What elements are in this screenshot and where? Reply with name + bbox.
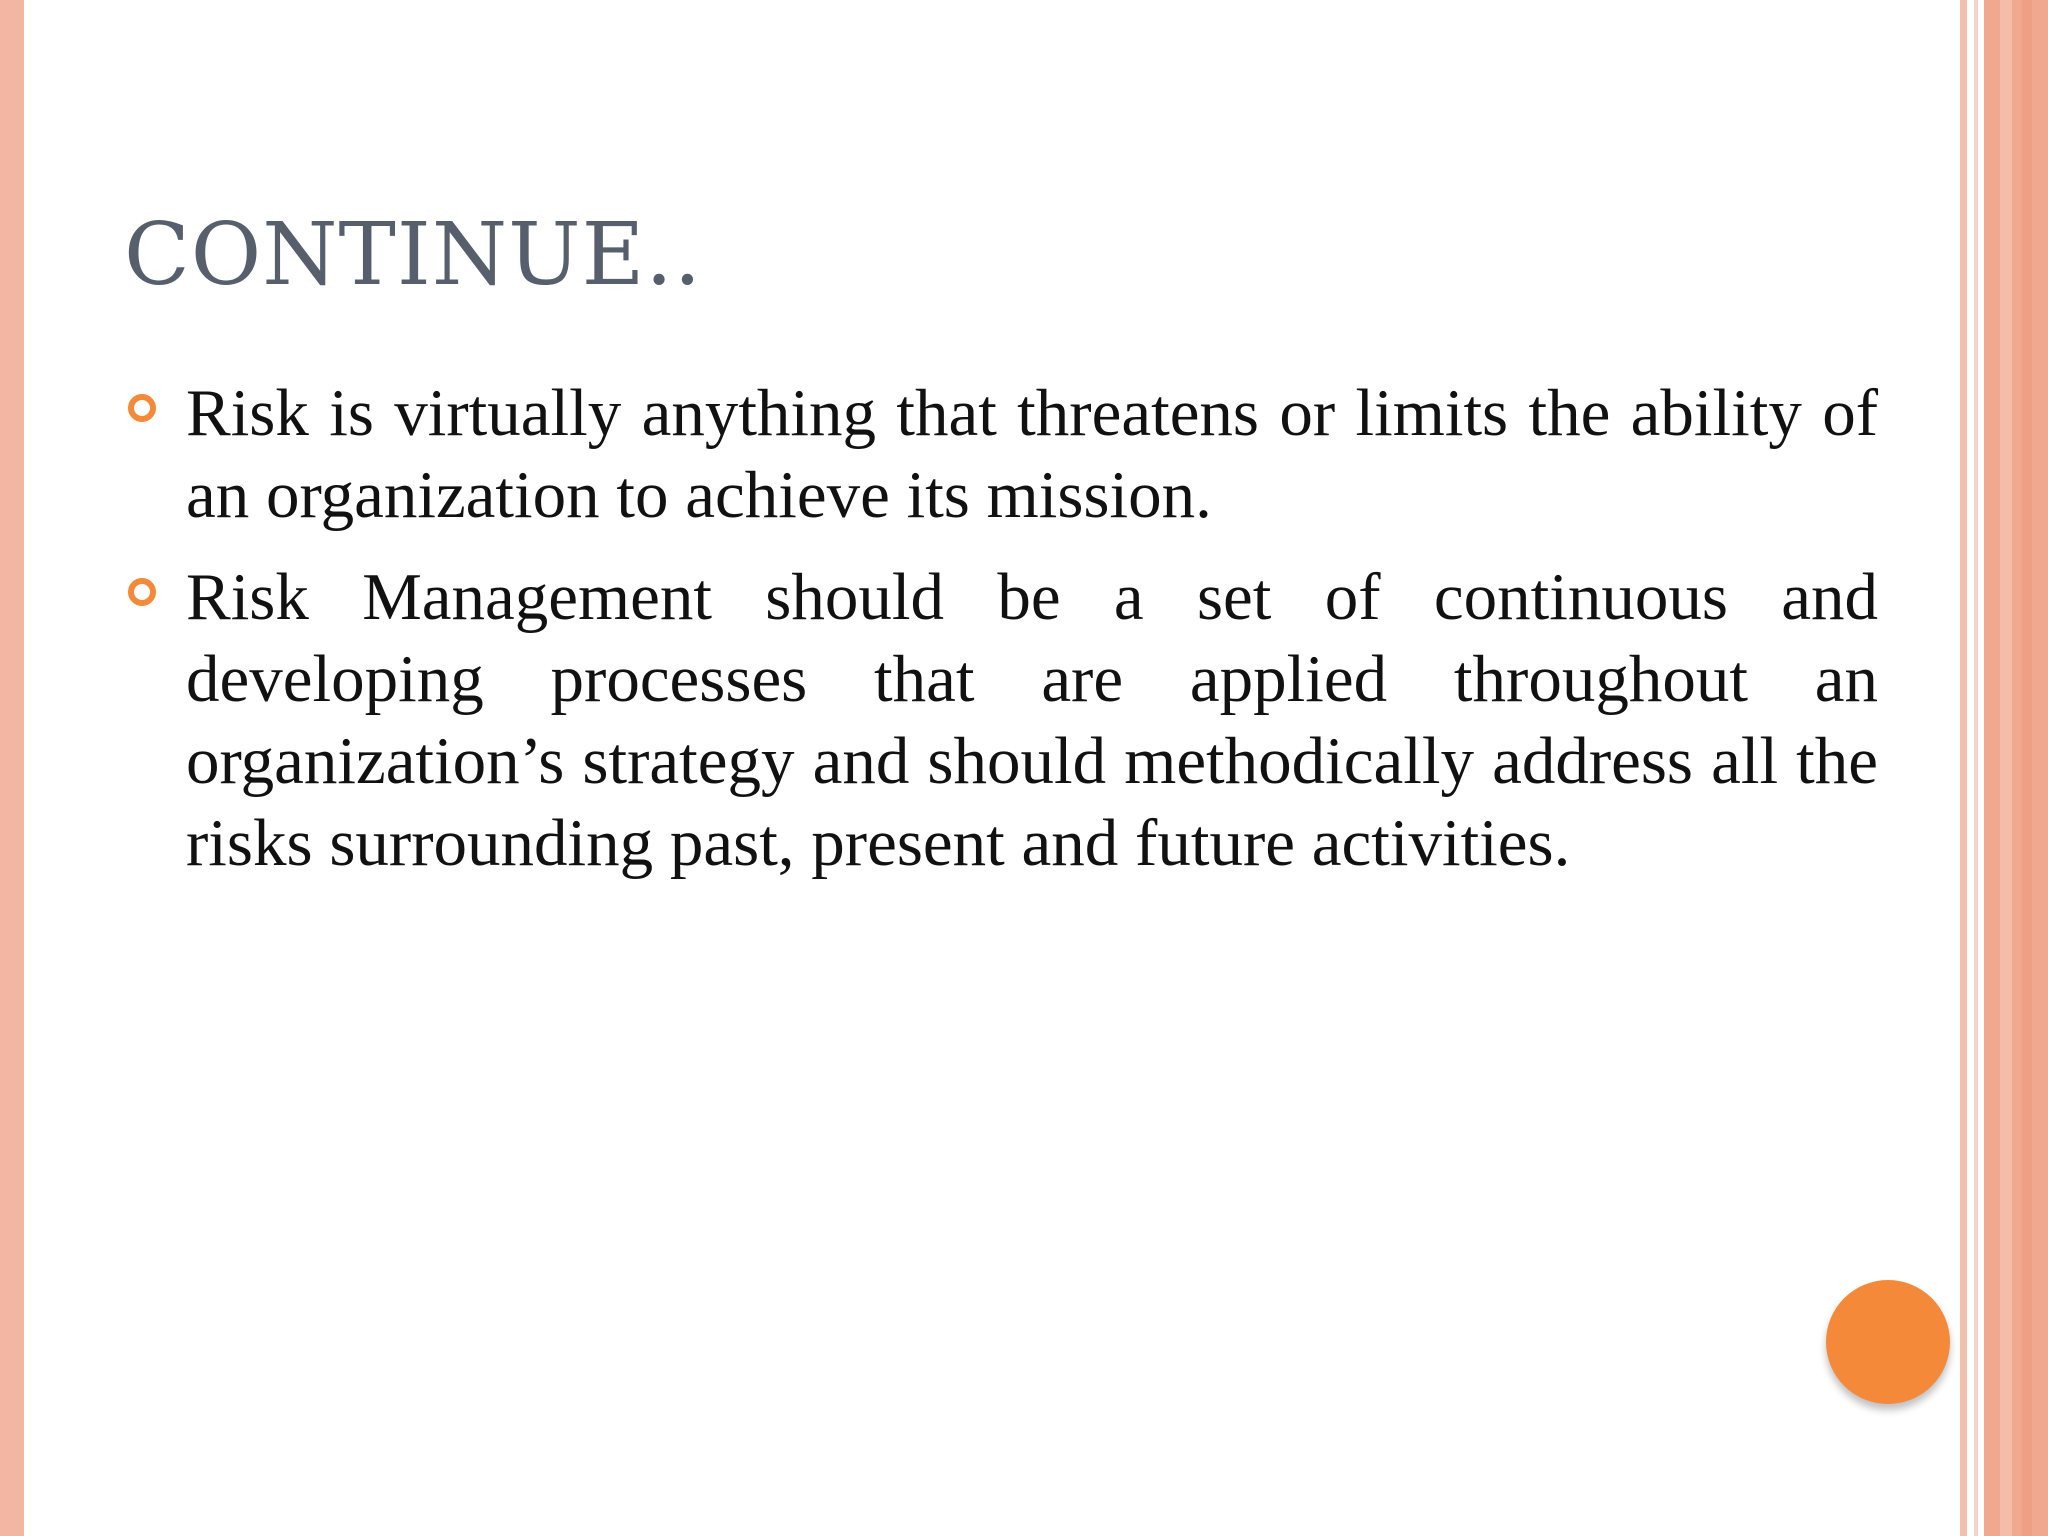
right-border-stripe <box>1960 0 1967 1536</box>
right-border-stripe <box>1974 0 1978 1536</box>
right-border-stripe <box>2000 0 2012 1536</box>
bullet-list <box>124 372 1878 904</box>
right-border-stripe <box>1984 0 2048 1536</box>
right-border-stripe <box>2022 0 2032 1536</box>
ring-bullet-icon <box>128 578 156 606</box>
ring-bullet-icon <box>128 394 156 422</box>
bullet-item <box>124 556 1878 884</box>
bullet-item <box>124 372 1878 536</box>
bullet-text: Risk Management should be a set of continuous and developing processes that are applied throughout an organization’s strategy and should methodically address all the risks surrounding past, present and future activities. <box>186 560 1878 880</box>
slide-title: CONTINUE.. <box>124 205 703 305</box>
decorative-circle <box>1826 1280 1950 1404</box>
left-border-stripe <box>0 0 24 1536</box>
bullet-text: Risk is virtually anything that threatens or limits the ability of an organization to achieve its mission. <box>186 376 1878 532</box>
